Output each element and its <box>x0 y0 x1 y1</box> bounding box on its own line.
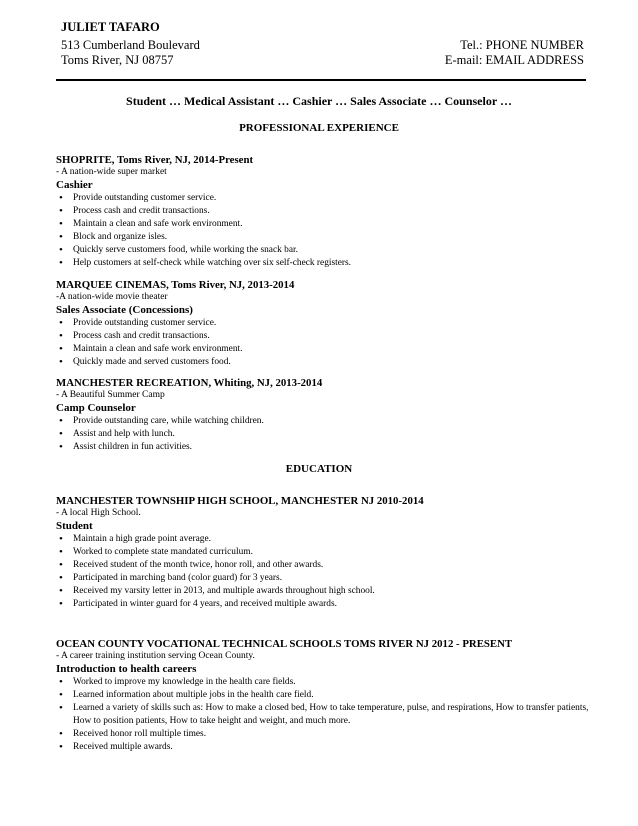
objective-line: Student … Medical Assistant … Cashier … Sales Associate … Counselor … <box>126 94 512 108</box>
duty-item: • Provide outstanding customer service. <box>56 192 596 205</box>
education-entry <box>56 637 596 754</box>
job-duties <box>56 192 596 270</box>
school-role: Student <box>56 520 93 532</box>
duty-item: • Block and organize isles. <box>56 231 596 244</box>
job-description: - A nation-wide super market <box>56 167 167 177</box>
job-organization: MARQUEE CINEMAS, Toms River, NJ, 2013-2014 <box>56 279 295 291</box>
duty-item: • Process cash and credit transactions. <box>56 330 596 343</box>
address-street: 513 Cumberland Boulevard <box>61 38 200 52</box>
job-description: - A Beautiful Summer Camp <box>56 390 165 400</box>
job-role: Camp Counselor <box>56 402 136 414</box>
header-divider <box>56 79 586 81</box>
education-entry <box>56 494 596 611</box>
achievement-item: • Received honor roll multiple times. <box>56 728 596 741</box>
job-organization: SHOPRITE, Toms River, NJ, 2014-Present <box>56 154 254 166</box>
applicant-name: JULIET TAFARO <box>61 20 160 34</box>
duty-item: • Help customers at self-check while watching over six self-check registers. <box>56 257 596 270</box>
achievement-item: • Maintain a high grade point average. <box>56 533 596 546</box>
school-achievements <box>56 676 596 754</box>
achievement-item: • Received multiple awards. <box>56 741 596 754</box>
job-entry <box>56 153 596 270</box>
job-organization: MANCHESTER RECREATION, Whiting, NJ, 2013-2014 <box>56 377 323 389</box>
school-name: OCEAN COUNTY VOCATIONAL TECHNICAL SCHOOLS TOMS RIVER NJ 2012 - PRESENT <box>56 638 513 650</box>
school-description: - A local High School. <box>56 508 141 518</box>
school-achievements <box>56 533 596 611</box>
school-role: Introduction to health careers <box>56 663 197 675</box>
duty-item: • Assist children in fun activities. <box>56 441 596 454</box>
education-heading: EDUCATION <box>285 463 353 475</box>
duty-item: • Process cash and credit transactions. <box>56 205 596 218</box>
job-duties <box>56 317 596 369</box>
job-description: -A nation-wide movie theater <box>56 292 168 302</box>
address-city: Toms River, NJ 08757 <box>61 53 174 67</box>
achievement-item: • Participated in winter guard for 4 years, and received multiple awards. <box>56 598 596 611</box>
duty-item: • Provide outstanding customer service. <box>56 317 596 330</box>
duty-item: • Assist and help with lunch. <box>56 428 596 441</box>
achievement-item: • Learned information about multiple jobs in the health care field. <box>56 689 596 702</box>
school-description: - A career training institution serving Ocean County. <box>56 651 255 661</box>
job-role: Cashier <box>56 179 93 191</box>
achievement-item: • Worked to complete state mandated curriculum. <box>56 546 596 559</box>
achievement-item: • Received my varsity letter in 2013, and multiple awards throughout high school. <box>56 585 596 598</box>
duty-item: • Provide outstanding care, while watching children. <box>56 415 596 428</box>
achievement-item: • Received student of the month twice, honor roll, and other awards. <box>56 559 596 572</box>
duty-item: • Quickly made and served customers food. <box>56 356 596 369</box>
job-entry <box>56 278 596 369</box>
achievement-item: • Learned a variety of skills such as: How to make a closed bed, How to take temperature, pulse, and respirations, How to transfer patients, How to position patients, How to take height and weight, and much more. <box>56 702 596 728</box>
job-role: Sales Associate (Concessions) <box>56 304 193 316</box>
duty-item: • Maintain a clean and safe work environment. <box>56 343 596 356</box>
job-entry <box>56 376 596 454</box>
achievement-item: • Worked to improve my knowledge in the health care fields. <box>56 676 596 689</box>
job-duties <box>56 415 596 454</box>
school-name: MANCHESTER TOWNSHIP HIGH SCHOOL, MANCHESTER NJ 2010-2014 <box>56 495 424 507</box>
phone-number: Tel.: PHONE NUMBER <box>460 38 584 52</box>
duty-item: • Maintain a clean and safe work environment. <box>56 218 596 231</box>
achievement-item: • Participated in marching band (color guard) for 3 years. <box>56 572 596 585</box>
email-address: E-mail: EMAIL ADDRESS <box>444 53 584 67</box>
duty-item: • Quickly serve customers food, while working the snack bar. <box>56 244 596 257</box>
experience-heading: PROFESSIONAL EXPERIENCE <box>239 122 399 134</box>
